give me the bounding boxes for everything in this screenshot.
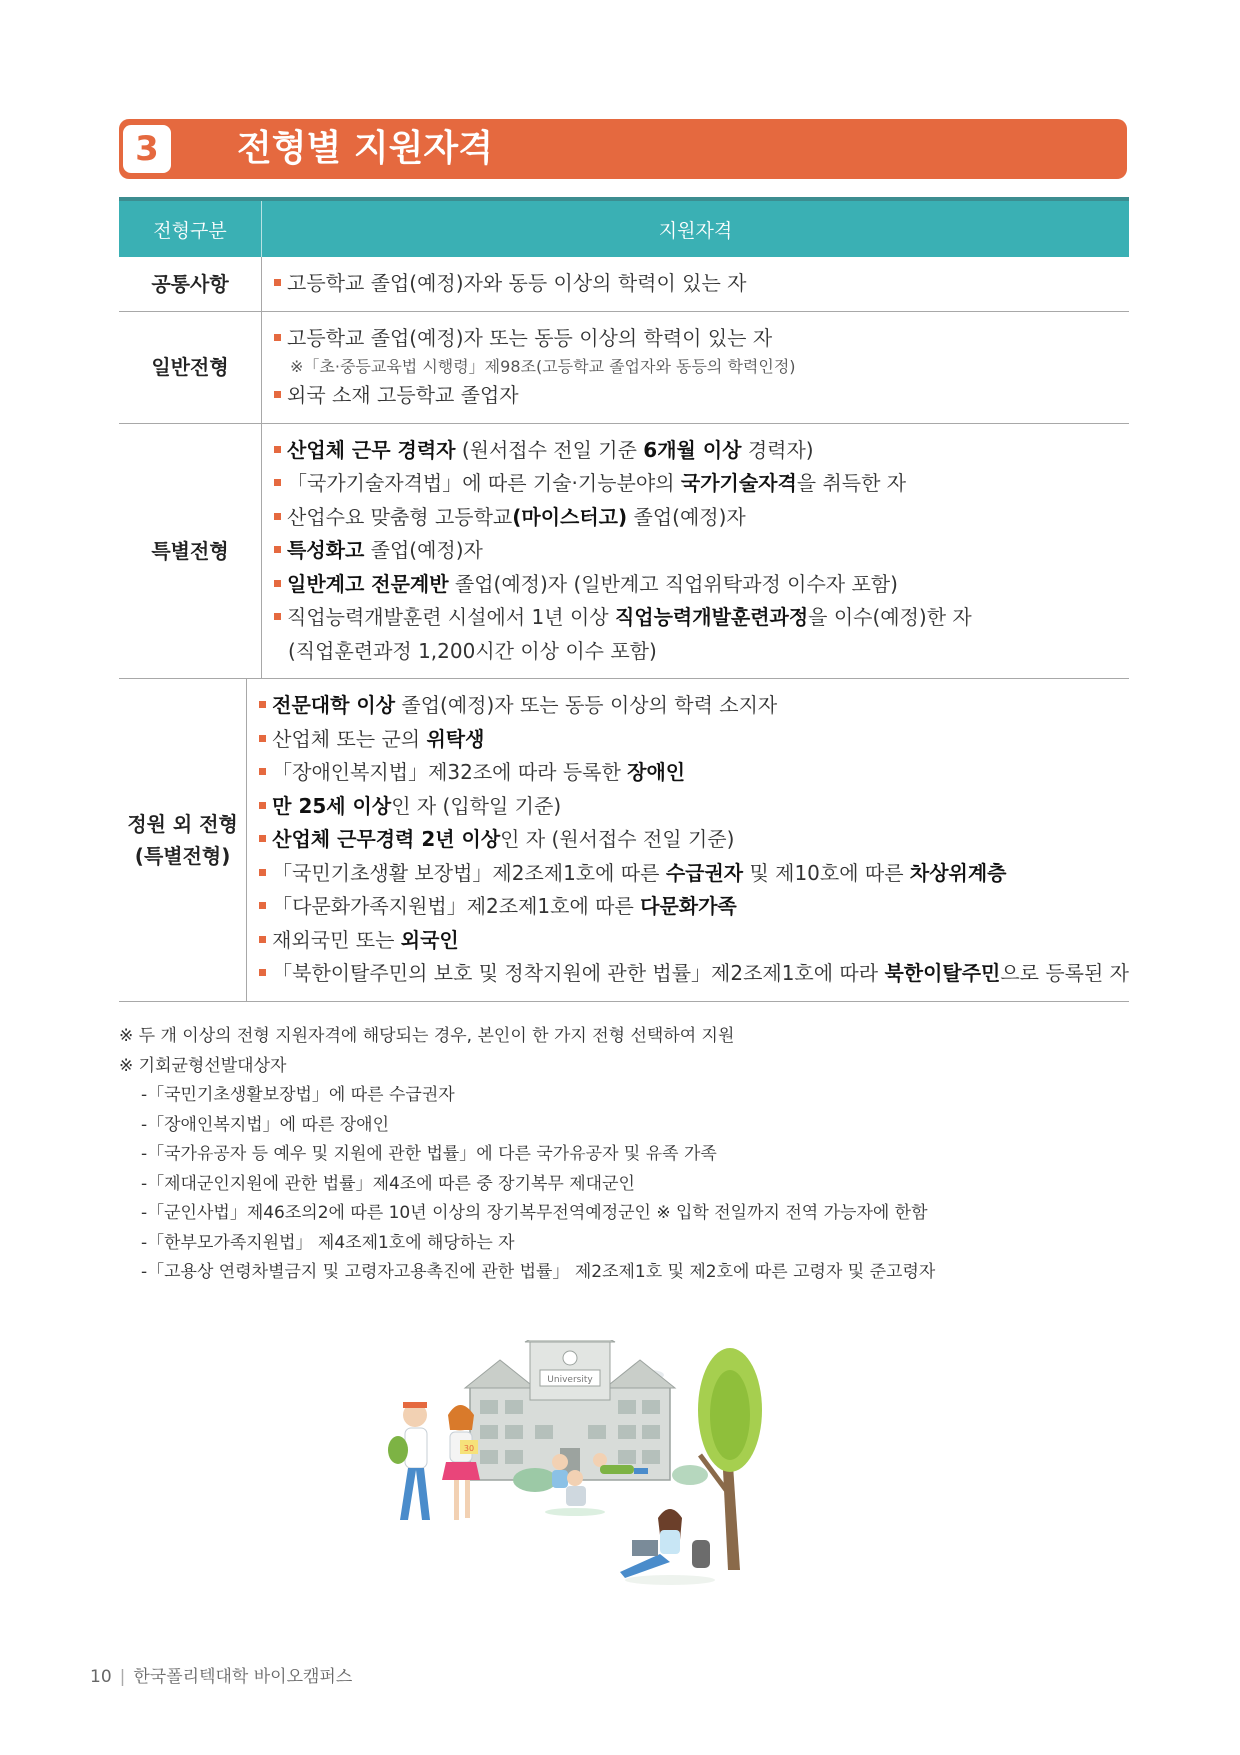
qualification-item bbox=[274, 568, 1129, 602]
header-category: 전형구분 bbox=[119, 201, 262, 257]
item-text: 「북한이탈주민의 보호 및 정착지원에 관한 법률」제2조제1호에 따라 bbox=[272, 961, 885, 985]
emphasis-text: 6개월 이상 bbox=[643, 437, 742, 462]
section-header bbox=[119, 119, 1127, 179]
bullet-icon bbox=[274, 613, 281, 620]
row-qualifications bbox=[262, 312, 1129, 423]
row-qualifications bbox=[262, 257, 1129, 311]
row-qualifications bbox=[262, 424, 1129, 679]
item-text: 졸업(예정)자 (일반계고 직업위탁과정 이수자 포함) bbox=[448, 571, 898, 596]
item-text: 「국가기술자격법」에 따른 기술·기능분야의 bbox=[287, 471, 681, 495]
bullet-icon bbox=[274, 580, 281, 587]
item-text: 졸업(예정)자 bbox=[364, 538, 483, 562]
item-text: 및 제10호에 따른 bbox=[743, 860, 910, 885]
qualification-item bbox=[274, 434, 1129, 468]
item-text: 산업체 또는 군의 bbox=[272, 726, 427, 751]
eligibility-table bbox=[119, 197, 1129, 1002]
footnote-subitem: -「장애인복지법」에 따른 장애인 bbox=[141, 1114, 390, 1135]
emphasis-text: 산업체 근무 경력자 bbox=[287, 437, 456, 462]
item-text: (원서접수 전일 기준 bbox=[455, 437, 644, 462]
qualification-item bbox=[274, 467, 1129, 501]
bullet-icon bbox=[274, 513, 281, 520]
item-text: 을 취득한 자 bbox=[796, 471, 907, 495]
item-text: 산업수요 맞춤형 고등학교 bbox=[287, 504, 513, 529]
bullet-icon bbox=[259, 835, 266, 842]
bullet-icon bbox=[259, 969, 266, 976]
qualification-item bbox=[259, 890, 1129, 924]
student-laptop-icon bbox=[620, 1509, 715, 1585]
qualification-item bbox=[274, 322, 1129, 356]
emphasis-text: 특성화고 bbox=[287, 538, 365, 562]
bullet-icon bbox=[259, 735, 266, 742]
footnotes bbox=[119, 1022, 1119, 1288]
item-text: 고등학교 졸업(예정)자 또는 동등 이상의 학력이 있는 자 bbox=[287, 325, 773, 350]
table-row bbox=[119, 424, 1129, 680]
row-category: 공통사항 bbox=[119, 257, 262, 311]
item-text: 졸업(예정)자 또는 동등 이상의 학력 소지자 bbox=[395, 693, 778, 717]
footnote-subitem: -「제대군인지원에 관한 법률」제4조에 따른 중 장기복무 제대군인 bbox=[141, 1173, 635, 1194]
table-row bbox=[119, 257, 1129, 312]
item-text: 「다문화가족지원법」제2조제1호에 따른 bbox=[272, 894, 641, 918]
emphasis-text: 차상위계층 bbox=[909, 860, 1007, 885]
emphasis-text: 수급권자 bbox=[665, 860, 744, 885]
bullet-icon bbox=[274, 279, 281, 286]
bullet-icon bbox=[259, 902, 266, 909]
item-text: 을 이수(예정)한 자 bbox=[808, 605, 972, 629]
campus-illustration-svg bbox=[370, 1340, 1130, 1620]
row-qualifications bbox=[247, 679, 1129, 1001]
item-text: 인 자 (입학일 기준) bbox=[391, 793, 562, 818]
qualification-item bbox=[259, 823, 1129, 857]
tree-icon bbox=[698, 1348, 762, 1570]
qualification-item bbox=[274, 501, 1129, 535]
bullet-icon bbox=[259, 802, 266, 809]
qualification-continuation: (직업훈련과정 1,200시간 이상 이수 포함) bbox=[288, 638, 657, 663]
qualification-item bbox=[259, 924, 1129, 958]
footer-separator: | bbox=[119, 1667, 126, 1687]
university-building-icon bbox=[465, 1340, 675, 1480]
bullet-icon bbox=[274, 391, 281, 398]
emphasis-text: 다문화가족 bbox=[640, 894, 737, 918]
qualification-item bbox=[274, 379, 1129, 413]
footnote-line: ※ 기회균형선발대상자 bbox=[119, 1055, 287, 1076]
emphasis-text: 산업체 근무경력 2년 이상 bbox=[272, 827, 501, 851]
qualification-item bbox=[259, 756, 1129, 790]
qualification-item bbox=[274, 267, 1129, 301]
bullet-icon bbox=[274, 334, 281, 341]
item-text: 고등학교 졸업(예정)자와 동등 이상의 학력이 있는 자 bbox=[287, 271, 747, 295]
header-qualification: 지원자격 bbox=[658, 219, 733, 242]
qualification-item bbox=[259, 723, 1129, 757]
page-number: 10 bbox=[90, 1667, 112, 1687]
item-text: 경력자) bbox=[741, 437, 814, 462]
bullet-icon bbox=[259, 936, 266, 943]
table-body bbox=[119, 257, 1129, 1002]
bullet-icon bbox=[259, 768, 266, 775]
footnote-subitem: -「국가유공자 등 예우 및 지원에 관한 법률」에 다른 국가유공자 및 유족 가족 bbox=[141, 1144, 717, 1164]
campus-illustration bbox=[370, 1340, 1130, 1620]
emphasis-text: 만 25세 이상 bbox=[272, 793, 392, 818]
qualification-note: ※「초·중등교육법 시행령」제98조(고등학교 졸업자와 동등의 학력인정) bbox=[290, 357, 796, 376]
row-category: 특별전형 bbox=[119, 424, 262, 679]
footnote-subitem: -「한부모가족지원법」 제4조제1호에 해당하는 자 bbox=[141, 1232, 515, 1253]
emphasis-text: 일반계고 전문계반 bbox=[287, 571, 449, 596]
item-text: 재외국민 또는 bbox=[272, 927, 401, 952]
row-category: 정원 외 전형 (특별전형) bbox=[119, 679, 247, 1001]
footnote-subitem: -「고용상 연령차별금지 및 고령자고용촉진에 관한 법률」 제2조제1호 및 제2호에 따른 고령자 및 준고령자 bbox=[141, 1262, 936, 1282]
item-text: 졸업(예정)자 bbox=[627, 504, 746, 529]
qualification-item bbox=[259, 957, 1129, 991]
emphasis-text: 위탁생 bbox=[426, 726, 485, 751]
students-walking-icon bbox=[388, 1402, 480, 1520]
bullet-icon bbox=[274, 546, 281, 553]
bullet-icon bbox=[259, 701, 266, 708]
table-header bbox=[119, 197, 1129, 257]
item-text: 직업능력개발훈련 시설에서 1년 이상 bbox=[287, 605, 615, 629]
section-number: 3 bbox=[123, 125, 171, 173]
row-category: 일반전형 bbox=[119, 312, 262, 423]
item-text: 외국 소재 고등학교 졸업자 bbox=[287, 383, 519, 407]
footnote-subitem: -「국민기초생활보장법」에 따른 수급권자 bbox=[141, 1085, 455, 1105]
bullet-icon bbox=[259, 869, 266, 876]
qualification-item bbox=[259, 857, 1129, 891]
qualification-item bbox=[259, 689, 1129, 723]
page-footer bbox=[90, 1662, 352, 1687]
table-row bbox=[119, 312, 1129, 424]
item-text: 「국민기초생활 보장법」제2조제1호에 따른 bbox=[272, 860, 666, 885]
bullet-icon bbox=[274, 479, 281, 486]
footnote-subitem: -「군인사법」제46조의2에 따른 10년 이상의 장기복무전역예정군인 ※ 입학 전일까지 전역 가능자에 한함 bbox=[141, 1203, 928, 1223]
section-title: 전형별 지원자격 bbox=[237, 128, 493, 169]
emphasis-text: 외국인 bbox=[400, 927, 459, 952]
emphasis-text: 전문대학 이상 bbox=[272, 693, 396, 717]
footer-org: 한국폴리텍대학 바이오캠퍼스 bbox=[133, 1667, 353, 1687]
qualification-item bbox=[274, 534, 1129, 568]
emphasis-text: (마이스터고) bbox=[512, 504, 628, 529]
table-row bbox=[119, 679, 1129, 1002]
item-text: 「장애인복지법」제32조에 따라 등록한 bbox=[272, 760, 628, 784]
emphasis-text: 장애인 bbox=[627, 760, 686, 784]
qualification-item bbox=[274, 601, 1129, 635]
item-text: 으로 등록된 자 bbox=[1000, 961, 1129, 985]
item-text: 인 자 (원서접수 전일 기준) bbox=[500, 827, 735, 851]
building-sign: University bbox=[547, 1375, 593, 1385]
qualification-item bbox=[259, 790, 1129, 824]
emphasis-text: 직업능력개발훈련과정 bbox=[614, 605, 809, 629]
footnote-line: ※ 두 개 이상의 전형 지원자격에 해당되는 경우, 본인이 한 가지 전형 선택하여 지원 bbox=[119, 1026, 735, 1046]
emphasis-text: 북한이탈주민 bbox=[884, 961, 1001, 985]
shirt-number: 30 bbox=[463, 1444, 475, 1453]
emphasis-text: 국가기술자격 bbox=[680, 471, 797, 495]
bullet-icon bbox=[274, 446, 281, 453]
